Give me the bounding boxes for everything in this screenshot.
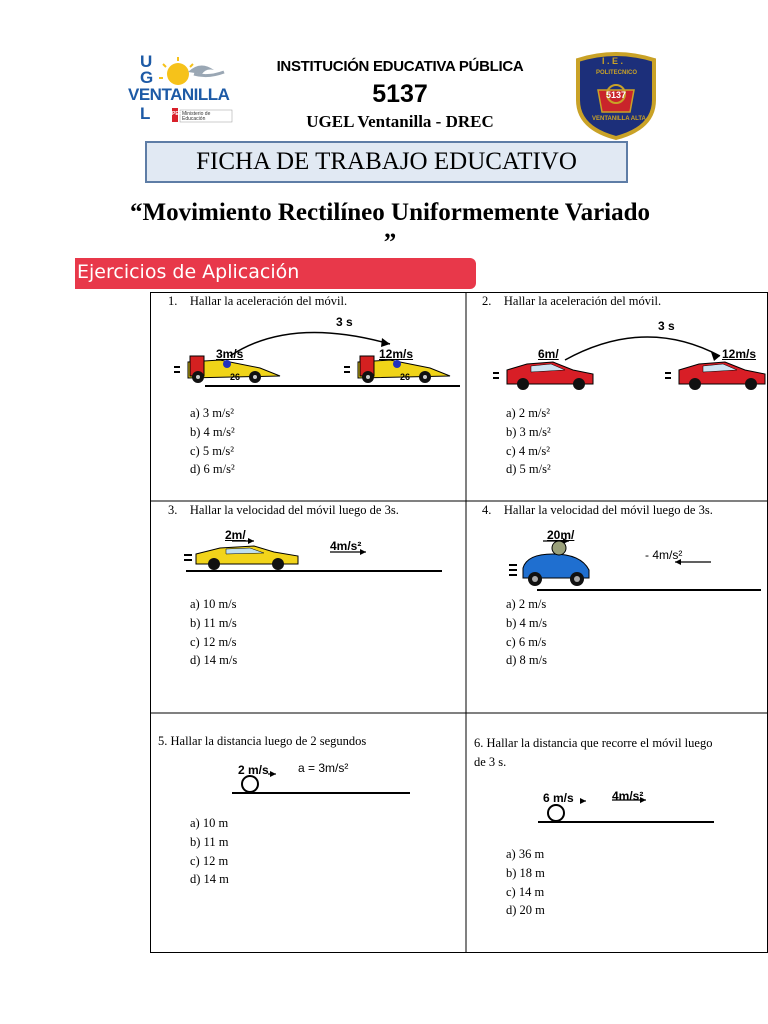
worksheet-title-line2: ” <box>383 229 397 256</box>
worksheet-title <box>70 198 710 258</box>
exercise-3-options <box>190 595 237 670</box>
exercise-1-option-b: b) 4 m/s² <box>190 424 235 439</box>
exercise-1-car-number-2: 26 <box>400 372 411 382</box>
badge-number: 5137 <box>606 90 627 100</box>
worksheet-title-line1: “Movimiento Rectilíneo Uniformemente Variado <box>129 199 651 226</box>
exercise-2-number: 2. <box>482 294 492 308</box>
exercise-2-option-c: c) 4 m/s² <box>506 443 551 458</box>
exercise-1-time-label: 3 s <box>336 315 353 329</box>
exercise-3-v1-label: 2m/ <box>225 528 246 542</box>
exercise-4-option-d: d) 8 m/s <box>506 653 547 668</box>
exercise-3-option-d: d) 14 m/s <box>190 653 238 668</box>
exercise-4-text: Hallar la velocidad del móvil luego de 3s. <box>503 503 713 517</box>
exercise-6-option-a: a) 36 m <box>506 847 545 861</box>
logo-letter-l: L <box>140 104 151 123</box>
exercise-1-v1-label: 3m/s <box>216 347 244 361</box>
exercise-6-option-b: b) 18 m <box>506 865 545 880</box>
exercise-3-option-c: c) 12 m/s <box>190 634 237 649</box>
badge-top-text: I . E . <box>602 56 624 66</box>
exercise-3-prompt <box>168 503 399 518</box>
exercise-1-option-c: c) 5 m/s² <box>190 443 235 458</box>
exercise-6-prompt-line1: 6. Hallar la distancia que recorre el móvil luego <box>474 736 713 750</box>
exercise-5-option-d: d) 14 m <box>190 872 229 887</box>
section-heading: Ejercicios de Aplicación <box>75 258 476 289</box>
exercise-3-number: 3. <box>168 503 178 517</box>
exercise-2-option-b: b) 3 m/s² <box>506 424 551 439</box>
exercise-3-accel-label: 4m/s² <box>330 539 362 553</box>
exercise-4-diagram <box>475 524 768 594</box>
exercise-4-option-b: b) 4 m/s <box>506 615 547 630</box>
institution-number: 5137 <box>372 80 428 108</box>
exercise-6-option-c: c) 14 m <box>506 884 545 899</box>
exercise-2-text: Hallar la aceleración del móvil. <box>503 294 662 308</box>
exercise-6-v1-label: 6 m/s <box>543 791 574 805</box>
exercise-5-option-c: c) 12 m <box>190 853 229 868</box>
exercise-6-options <box>506 845 545 920</box>
sedan-car-1-icon <box>493 362 593 390</box>
school-badge-logo <box>570 50 662 140</box>
exercise-5-prompt: 5. Hallar la distancia luego de 2 segundos <box>158 734 367 748</box>
exercise-4-option-a: a) 2 m/s <box>506 597 547 611</box>
exercise-4-prompt <box>482 503 713 518</box>
logo-letter-u: U <box>140 52 153 71</box>
exercise-1-options <box>190 404 235 479</box>
logo-letter-g: G <box>140 68 154 87</box>
exercise-6-accel-label: 4m/s² <box>612 789 644 803</box>
exercise-1-option-a: a) 3 m/s² <box>190 406 235 420</box>
exercise-5-accel-label: a = 3m/s² <box>298 761 349 775</box>
exercise-1-car-number: 26 <box>230 372 241 382</box>
badge-bottom-text: VENTANILLA ALTA <box>592 116 646 122</box>
exercise-2-time-label: 3 s <box>658 319 675 333</box>
exercise-grid <box>150 292 768 953</box>
badge-side-text: POLITECNICO <box>596 70 638 76</box>
logo-word-ventanilla: VENTANILLA <box>128 85 230 104</box>
exercise-4-v1-label: 20m/ <box>547 528 575 542</box>
exercise-5-option-a: a) 10 m <box>190 816 229 830</box>
exercise-5-option-b: b) 11 m <box>190 834 229 849</box>
exercise-1-text: Hallar la aceleración del móvil. <box>189 294 348 308</box>
exercise-3-option-a: a) 10 m/s <box>190 597 237 611</box>
exercise-5-v1-label: 2 m/s <box>238 763 269 777</box>
exercise-3-text: Hallar la velocidad del móvil luego de 3s. <box>189 503 399 517</box>
exercise-3-diagram <box>170 524 470 584</box>
exercise-6-prompt <box>474 734 764 772</box>
exercise-1-number: 1. <box>168 294 178 308</box>
exercise-6-prompt-line2: de 3 s. <box>474 755 507 769</box>
institution-name: INSTITUCIÓN EDUCATIVA PÚBLICA <box>276 58 524 75</box>
exercise-1-v2-label: 12m/s <box>379 347 414 361</box>
ugel-line: UGEL Ventanilla - DREC <box>306 112 494 131</box>
exercise-4-number: 4. <box>482 503 492 517</box>
exercise-4-options <box>506 595 547 670</box>
exercise-1-option-d: d) 6 m/s² <box>190 462 235 477</box>
exercise-2-prompt <box>482 294 661 309</box>
exercise-2-options <box>506 404 551 479</box>
exercise-1-prompt <box>168 294 347 309</box>
exercise-2-option-a: a) 2 m/s² <box>506 406 551 420</box>
yellow-car-icon <box>184 546 298 570</box>
exercise-2-v2-label: 12m/s <box>722 347 757 361</box>
sedan-car-2-icon <box>665 362 765 390</box>
worksheet-type-box: FICHA DE TRABAJO EDUCATIVO <box>145 141 628 183</box>
exercise-4-option-c: c) 6 m/s <box>506 634 547 649</box>
exercise-5-options <box>190 814 229 889</box>
exercise-1-diagram <box>160 316 460 406</box>
logo-ministry: Ministerio de Educación <box>182 111 211 122</box>
blue-cartoon-car-icon <box>509 541 589 586</box>
ugel-ventanilla-logo <box>128 52 240 130</box>
logo-country: PERÚ <box>172 111 186 117</box>
exercise-2-option-d: d) 5 m/s² <box>506 462 551 477</box>
exercise-2-v1-label: 6m/ <box>538 347 559 361</box>
exercise-3-option-b: b) 11 m/s <box>190 615 237 630</box>
exercise-6-option-d: d) 20 m <box>506 903 545 918</box>
exercise-4-accel-label: - 4m/s² <box>645 548 683 562</box>
